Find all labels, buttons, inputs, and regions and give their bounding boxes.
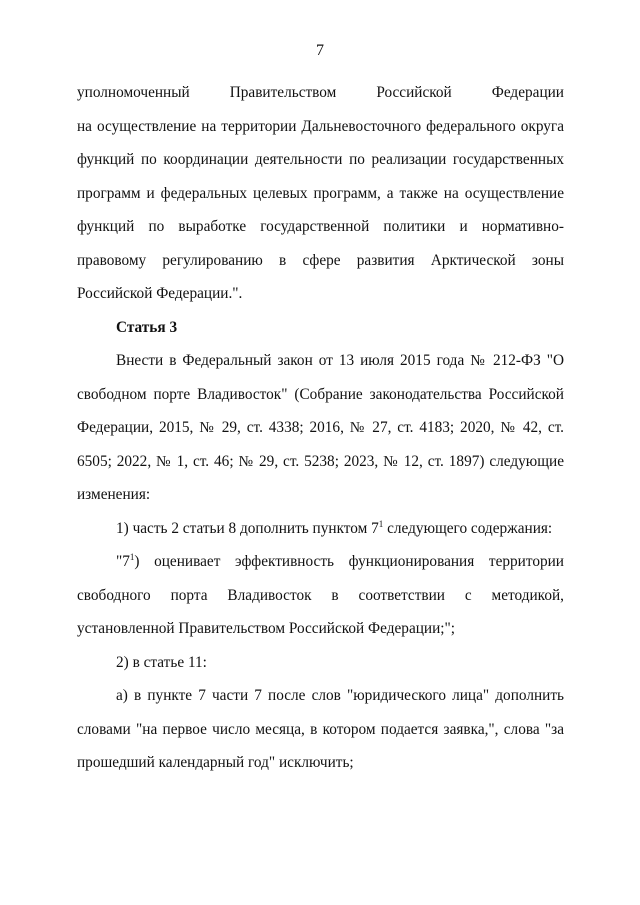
paragraph-subitem-a: а) в пункте 7 части 7 после слов "юридического лица" дополнить словами "на первое число месяца, в котором подается заявка,", слова "за прошедший календарный год" исключить; (77, 687, 564, 771)
item-1-superscript: 1 (378, 518, 384, 529)
item-1-text-before: 1) часть 2 статьи 8 дополнить пунктом 7 (116, 519, 379, 537)
paragraph-point-7-1 (77, 545, 564, 646)
item-1-text-after: следующего содержания: (383, 519, 553, 537)
paragraph-continuation-first-line: уполномоченный Правительством Российской Федерации (77, 84, 564, 101)
paragraph-continuation: на осуществление на территории Дальневосточного федерального округа функций по координации деятельности по реализации государственных программ и федеральных целевых программ, а также на осуществление функций по выработке государственной политики и нормативно-правовому регулированию в сфере развития Арктической зоны Российской Федерации.". (77, 117, 564, 302)
point-7-1-text-before: "7 (116, 553, 130, 570)
paragraph-item-2: 2) в статье 11: (116, 653, 207, 671)
point-7-1-text-after: ) оценивает эффективность функционирования территории свободного порта Владивосток в соответствии с методикой, установленной Правительством Российской Федерации;"; (77, 553, 564, 637)
article-heading: Статья 3 (116, 318, 178, 336)
paragraph-item-1 (77, 512, 564, 546)
paragraph-amendment-intro: Внести в Федеральный закон от 13 июля 2015 года № 212-ФЗ "О свободном порте Владивосток" (Собрание законодательства Российской Федерации, 2015, № 29, ст. 4338; 2016, № 27, ст. 4183; 2020, № 42, ст. 6505; 2022, № 1, ст. 46; № 29, ст. 5238; 2023, № 12, ст. 1897) следующие изменения: (77, 352, 564, 503)
page-number: 7 (316, 42, 324, 59)
document-body (77, 76, 564, 780)
point-7-1-superscript: 1 (129, 552, 135, 562)
